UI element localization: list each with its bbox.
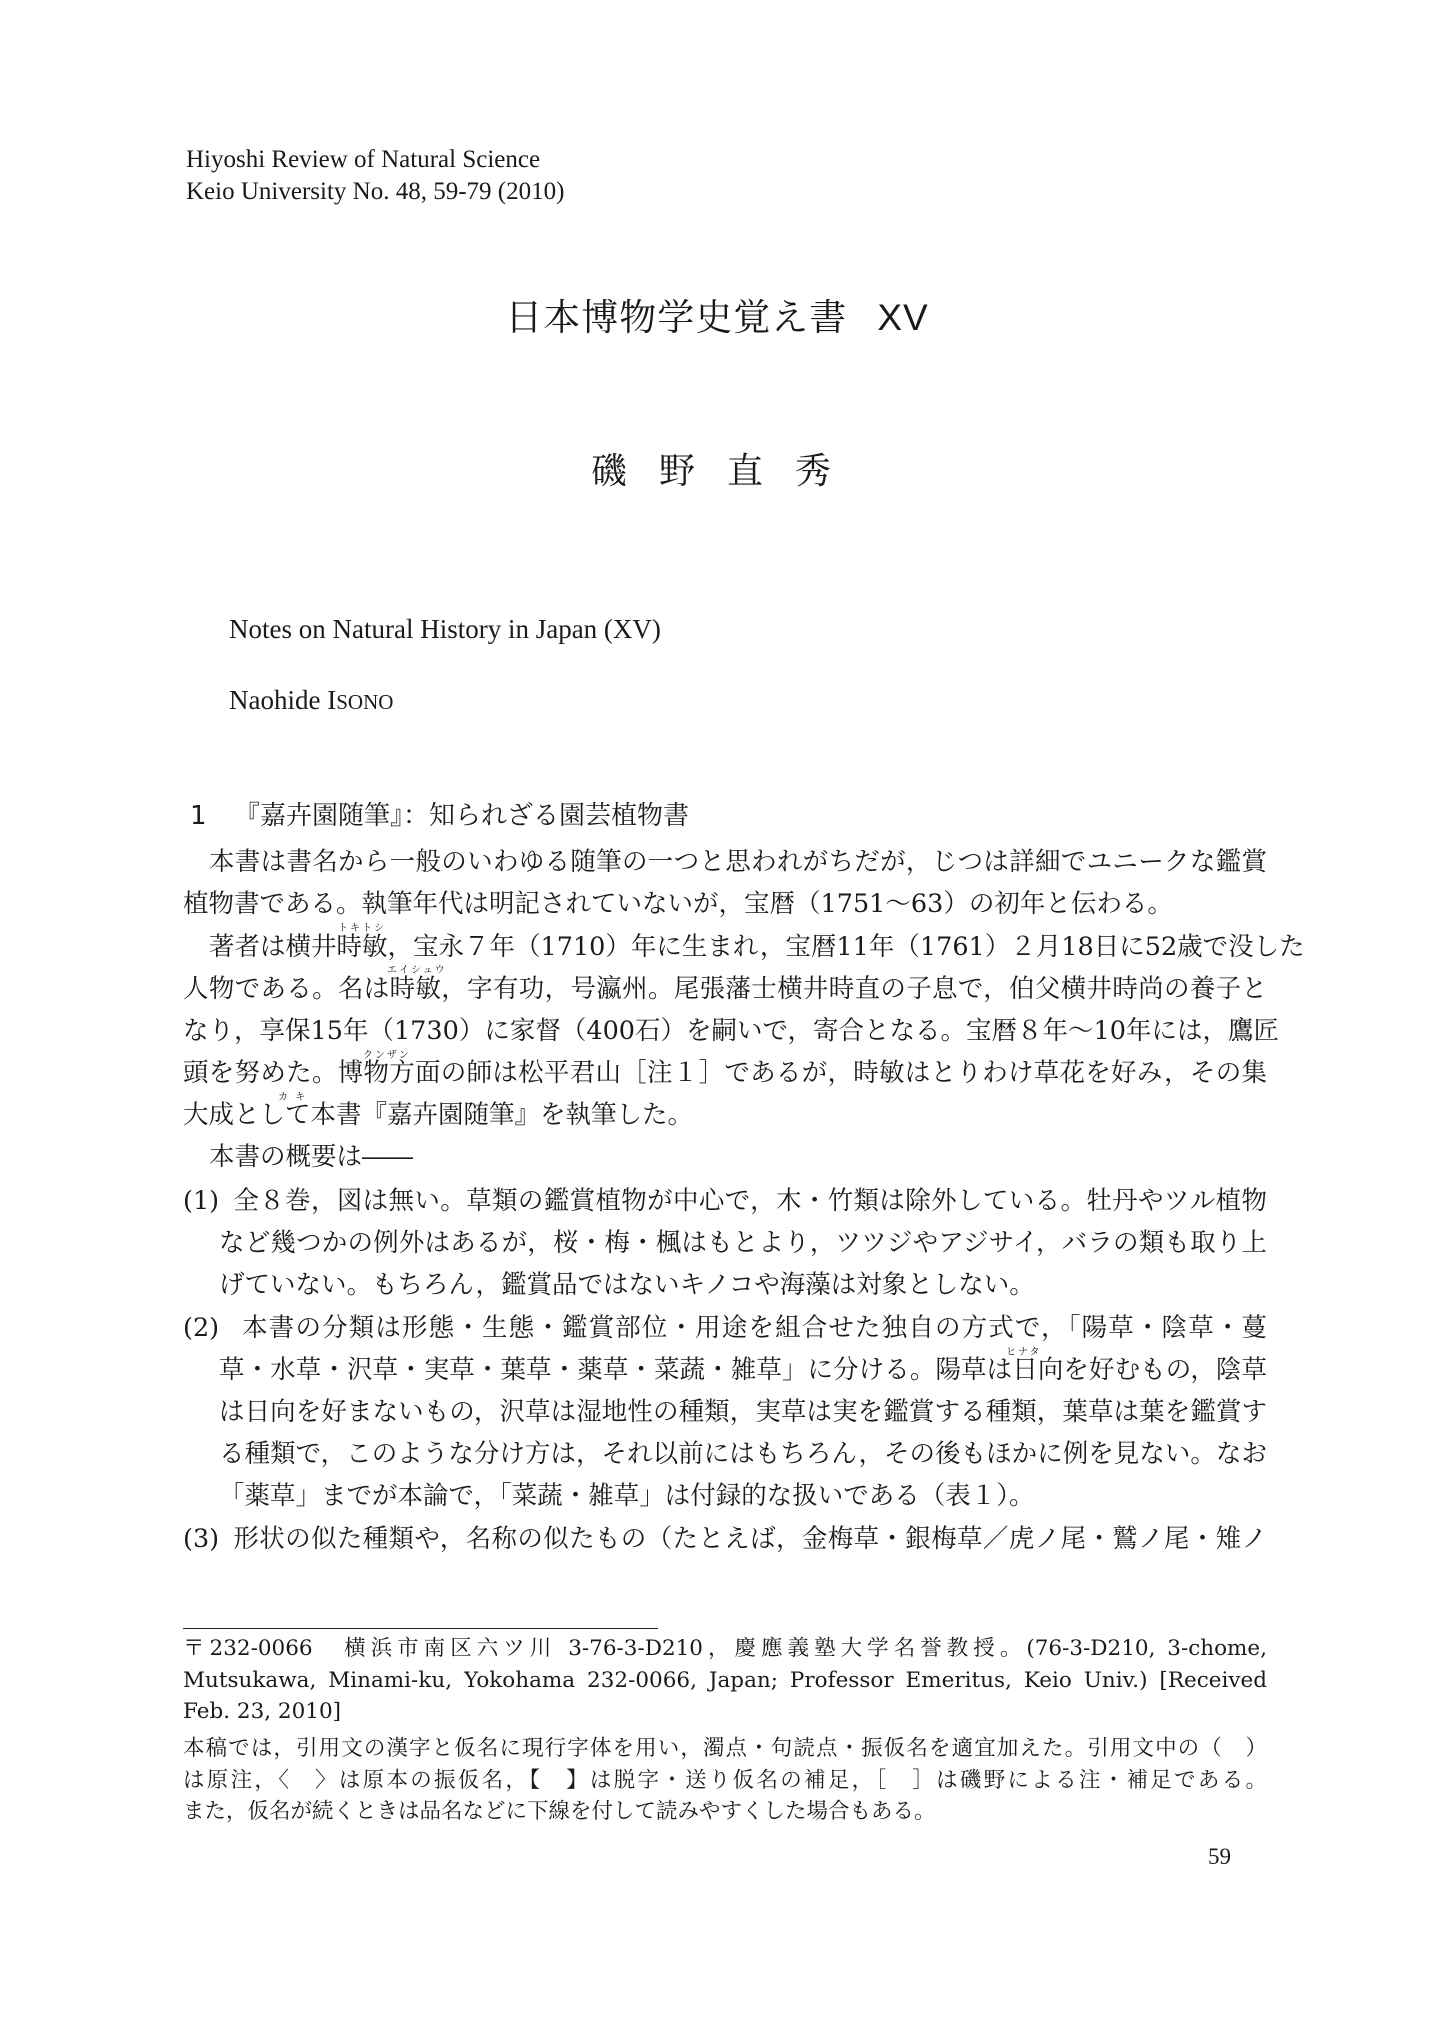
list-text: 全８巻，図は無い。草類の鑑賞植物が中心で，木・竹類は除外している。牡丹やツル植物 (233, 1186, 1267, 1216)
article-title-japanese (0, 296, 1434, 340)
body-line: 大成として本書『嘉卉園随筆』を執筆した。 (183, 1100, 694, 1130)
section-number: 1 (190, 801, 207, 831)
list-item-1-line: げていない。もちろん，鑑賞品ではないキノコや海藻は対象としない。 (219, 1270, 1035, 1300)
body-line: 本書の概要は―― (209, 1142, 414, 1172)
ruby-kaki: カ キ (278, 1092, 308, 1103)
footnote-line: Feb. 23, 2010] (183, 1699, 342, 1724)
list-marker: (2) (183, 1313, 220, 1343)
list-marker: (3) (183, 1524, 220, 1554)
author-family-initial: I (327, 685, 337, 715)
journal-name: Hiyoshi Review of Natural Science (186, 146, 541, 173)
footnote-line: は原注，〈 〉は原本の振仮名，【 】は脱字・送り仮名の補足，［ ］は磯野による注・補足である。 (183, 1768, 1267, 1793)
footnote-line: Mutsukawa, Minami-ku, Yokohama 232-0066, Japan; Professor Emeritus, Keio Univ.) [Received (183, 1668, 1267, 1693)
author-name-english (229, 683, 393, 719)
body-line: 著者は横井時敏，宝永７年（1710）年に生まれ，宝暦11年（1761）２月18日に52歳で没した (209, 932, 1305, 962)
ruby-kunzan: クンザン (363, 1050, 411, 1061)
page-number: 59 (1208, 1844, 1231, 1869)
title-japanese-text: 日本博物学史覚え書 (505, 296, 848, 339)
footnote-line: また，仮名が続くときは品名などに下線を付して読みやすくした場合もある。 (183, 1799, 936, 1824)
list-item-1-line (183, 1184, 1267, 1218)
list-item-2-line: 草・水草・沢草・実草・葉草・薬草・菜蔬・雑草」に分ける。陽草は日向を好むもの，陰草 (219, 1355, 1267, 1385)
footnote-line: 本稿では，引用文の漢字と仮名に現行字体を用い，濁点・句読点・振仮名を適宜加えた。引用文中の（ ） (183, 1736, 1267, 1761)
list-item-2-line (183, 1311, 1267, 1345)
section-heading (190, 799, 689, 833)
footnote-divider (183, 1628, 658, 1629)
body-line: 頭を努めた。博物方面の師は松平君山［注１］であるが，時敏はとりわけ草花を好み，その集 (183, 1058, 1267, 1088)
footnote-line: 〒232-0066 横浜市南区六ツ川 3-76-3-D210，慶應義塾大学名誉教授。(76-3-D210, 3-chome, (183, 1636, 1267, 1661)
ruby-eishuu: エイシュウ (387, 965, 447, 976)
list-text: 本書の分類は形態・生態・鑑賞部位・用途を組合せた独自の方式で，「陽草・陰草・蔓 (241, 1313, 1267, 1343)
author-name-japanese: 磯野直秀 (590, 451, 863, 492)
list-item-2-line: 「薬草」までが本論で，「菜蔬・雑草」は付録的な扱いである（表１）。 (219, 1481, 1035, 1511)
body-line: 植物書である。執筆年代は明記されていないが，宝暦（1751～63）の初年と伝わる。 (183, 889, 1173, 919)
author-family-rest: SONO (336, 690, 394, 714)
ruby-tokitoshi: トキトシ (338, 923, 386, 934)
list-item-2-line: る種類で，このような分け方は，それ以前にはもちろん，その後もほかに例を見ない。なお (219, 1439, 1267, 1469)
body-line: なり，享保15年（1730）に家督（400石）を嗣いで，寄合となる。宝暦８年～10年には，鷹匠 (183, 1016, 1279, 1046)
title-roman-numeral: XV (877, 297, 929, 338)
list-text: 形状の似た種類や，名称の似たもの（たとえば，金梅草・銀梅草／虎ノ尾・鷲ノ尾・雉ノ (233, 1524, 1267, 1554)
author-given-name: Naohide (229, 685, 321, 715)
journal-volume-info: Keio University No. 48, 59-79 (2010) (186, 178, 565, 205)
section-title: 『嘉卉園随筆』：知られざる園芸植物書 (234, 801, 690, 831)
ruby-hinata: ヒナタ (1006, 1347, 1042, 1358)
list-marker: (1) (183, 1186, 220, 1216)
list-item-3-line (183, 1522, 1267, 1556)
article-title-english: Notes on Natural History in Japan (XV) (229, 614, 661, 644)
list-item-1-line: など幾つかの例外はあるが，桜・梅・楓はもとより，ツツジやアジサイ，バラの類も取り上 (219, 1228, 1267, 1258)
body-line: 人物である。名は時敏，字有功，号瀛州。尾張藩士横井時直の子息で，伯父横井時尚の養子と (183, 974, 1267, 1004)
body-line: 本書は書名から一般のいわゆる随筆の一つと思われがちだが，じつは詳細でユニークな鑑賞 (209, 847, 1267, 877)
list-item-2-line: は日向を好まないもの，沢草は湿地性の種類，実草は実を鑑賞する種類，葉草は葉を鑑賞す (219, 1397, 1267, 1427)
